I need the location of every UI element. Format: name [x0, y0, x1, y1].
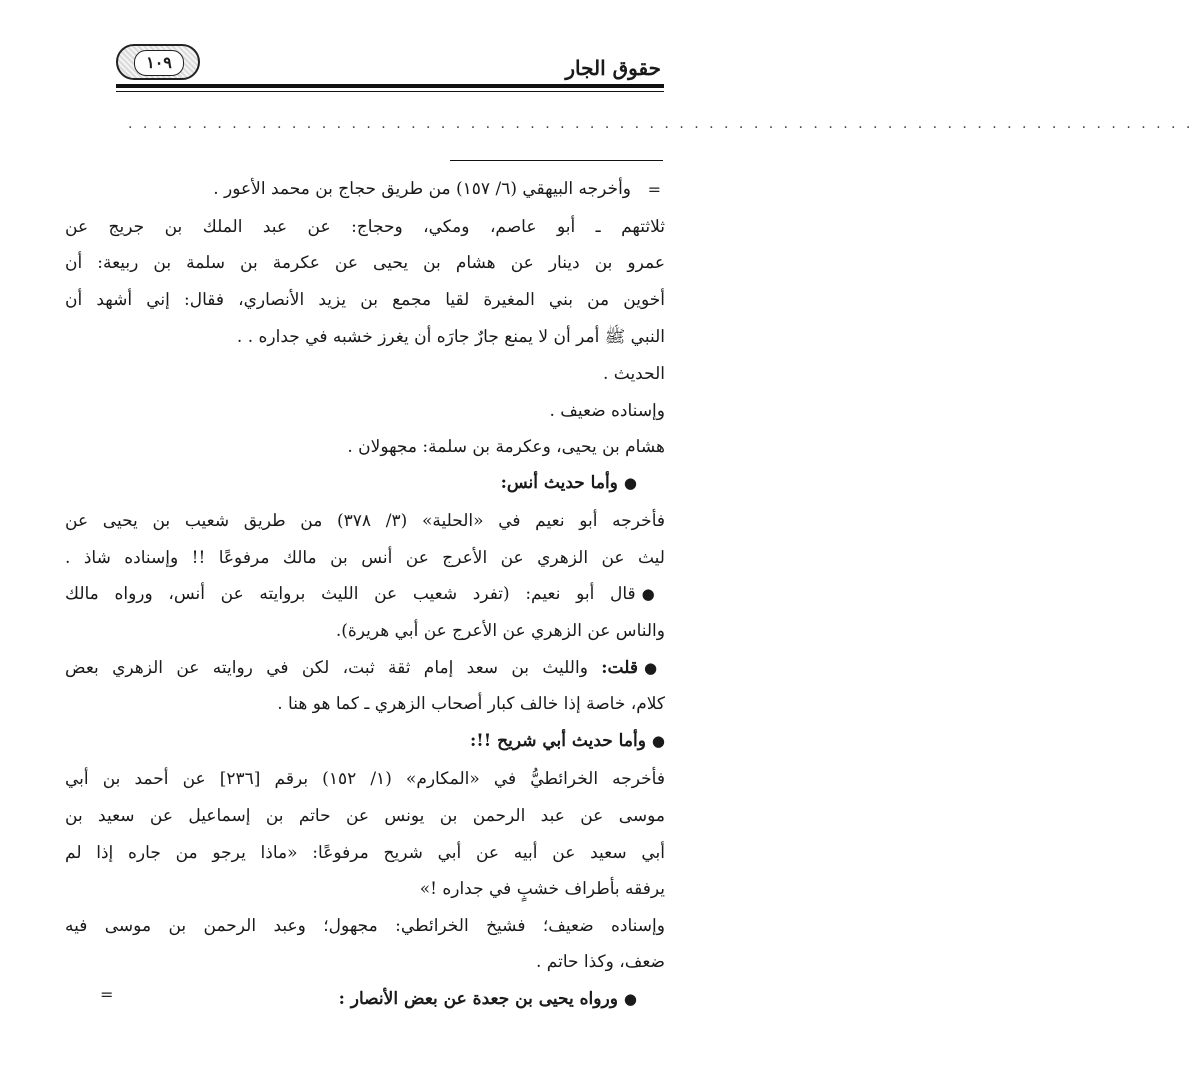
header-rule: [116, 84, 664, 88]
bullet-icon: ●: [623, 474, 637, 492]
text-line: كلام، خاصة إذا خالف كبار أصحاب الزهري ـ كما هو هنا .: [277, 694, 665, 714]
text-line: وإسناده ضعيف؛ فشيخ الخرائطي: مجهول؛ وعبد الرحمن بن موسى فيه: [65, 916, 665, 936]
text-line: أخوين من بني المغيرة لقيا مجمع بن يزيد الأنصاري، فقال: إني أشهد أن: [65, 290, 665, 310]
running-title: حقوق الجار: [565, 56, 661, 80]
continuation-mark-bottom: =: [100, 985, 114, 1004]
text-line: عمرو بن دينار عن هشام بن يحيى عن عكرمة بن سلمة بن ربيعة: أن: [65, 253, 665, 273]
heading-text: وأما حديث أنس:: [500, 473, 618, 493]
section-heading-yahya: [339, 986, 637, 1012]
footnote-separator: [450, 160, 663, 161]
bullet-line: [65, 581, 665, 607]
section-heading-anas: [501, 470, 637, 496]
bullet-text: والليث بن سعد إمام ثقة ثبت، لكن في روايته عن الزهري بعض: [65, 658, 602, 678]
section-heading-abu-shurayh: [470, 728, 665, 754]
header-rule-thin: [116, 91, 664, 92]
bullet-text: قال أبو نعيم: (تفرد شعيب عن الليث بروايته عن أنس، ورواه مالك: [65, 584, 636, 604]
page-number: ١٠٩: [134, 50, 184, 76]
continuation-mark-top: =: [647, 180, 661, 199]
text-line: النبي ﷺ أمر أن لا يمنع جارٌ جارَه أن يغرز خشبه في جداره . .: [236, 327, 665, 347]
text-line: فأخرجه الخرائطيُّ في «المكارم» (١/ ١٥٢) برقم [٢٣٦] عن أحمد بن أبي: [65, 769, 665, 789]
text-line: هشام بن يحيى، وعكرمة بن سلمة: مجهولان .: [347, 437, 665, 457]
page-number-badge: [116, 44, 200, 80]
heading-text: ورواه يحيى بن جعدة عن بعض الأنصار :: [338, 989, 618, 1009]
bullet-line: [65, 655, 665, 681]
text-line: وإسناده ضعيف .: [549, 401, 665, 421]
heading-text: وأما حديث أبي شريح !!:: [470, 731, 646, 751]
text-line: ليث عن الزهري عن الأعرج عن أنس بن مالك مرفوعًا !! وإسناده شاذ .: [65, 548, 665, 568]
bullet-icon: ●: [623, 990, 637, 1008]
bullet-icon: ●: [641, 585, 665, 603]
dotted-separator: . . . . . . . . . . . . . . . . . . . . . . . . . . . . . . . . . . . . . . . . . . . . . . . . . . . . . . . . . . . . . . . . . . . . . . . .: [128, 116, 1193, 132]
bullet-icon: ●: [643, 659, 665, 677]
text-line: وأخرجه البيهقي (٦/ ١٥٧) من طريق حجاج بن محمد الأعور .: [213, 179, 631, 199]
bold-lead: قلت:: [601, 658, 638, 678]
text-line: ضعف، وكذا حاتم .: [535, 952, 665, 972]
text-line: يرفقه بأطراف خشبٍ في جداره !»: [419, 879, 665, 899]
text-line: فأخرجه أبو نعيم في «الحلية» (٣/ ٣٧٨) من طريق شعيب بن يحيى عن: [65, 511, 665, 531]
text-line: الحديث .: [602, 364, 665, 384]
text-line: ثلاثتهم ـ أبو عاصم، ومكي، وحجاج: عن عبد الملك بن جريج عن: [65, 217, 665, 237]
text-line: والناس عن الزهري عن الأعرج عن أبي هريرة).: [335, 621, 665, 641]
bullet-icon: ●: [651, 732, 665, 750]
text-line: أبي سعيد عن أبيه عن أبي شريح مرفوعًا: «ماذا يرجو من جاره إذا لم: [65, 843, 665, 863]
text-line: موسى عن عبد الرحمن بن يونس عن حاتم بن إسماعيل عن سعيد بن: [65, 806, 665, 826]
